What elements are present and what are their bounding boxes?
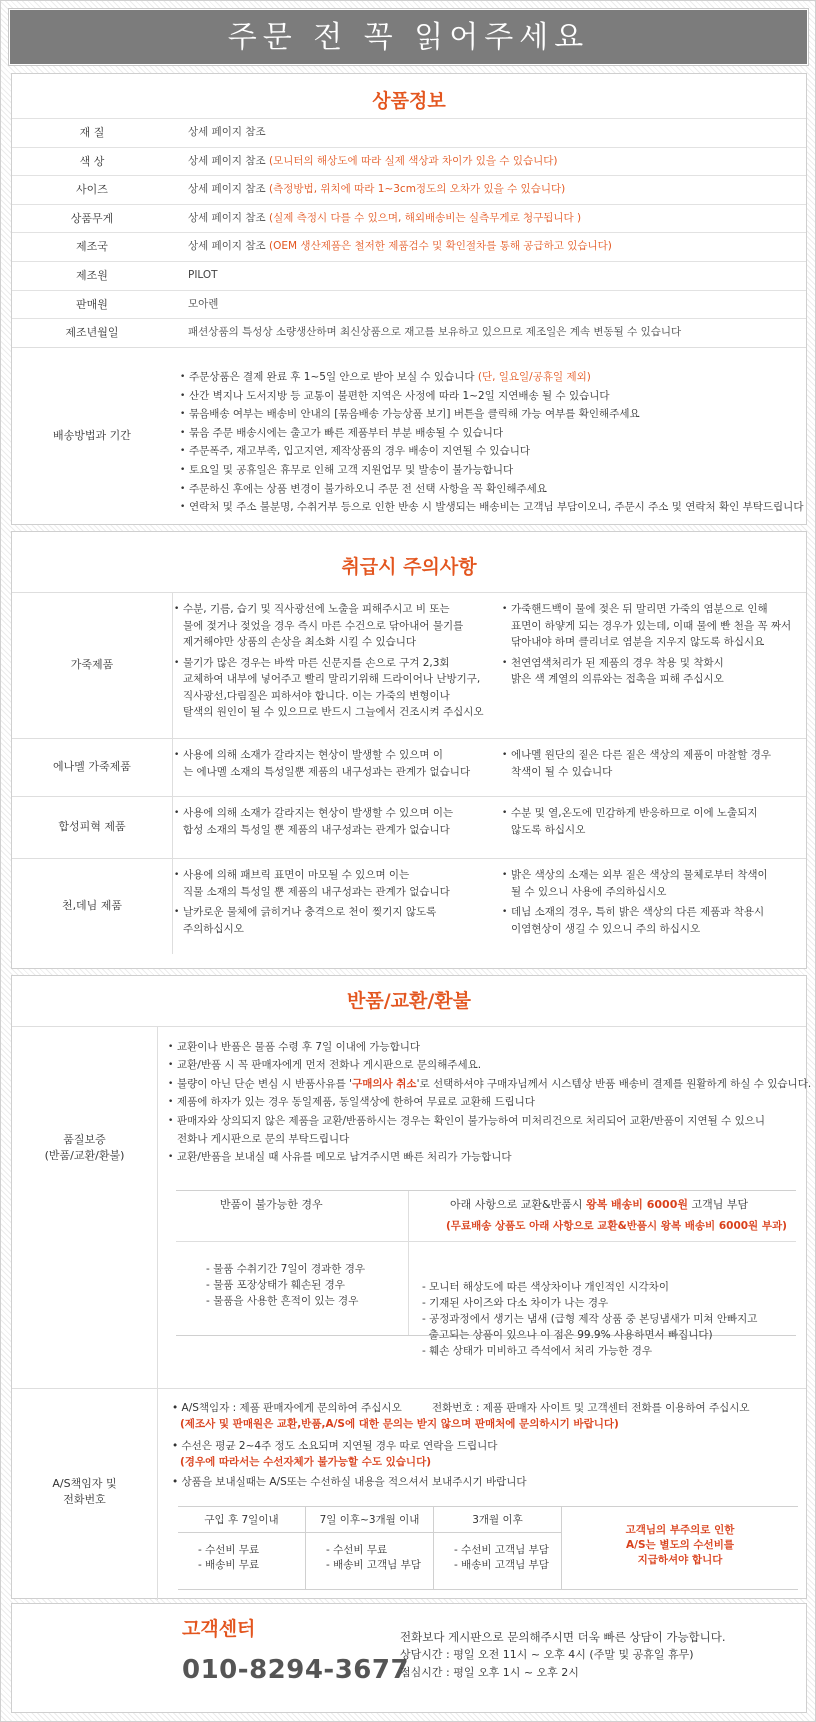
product-row-value	[188, 154, 558, 169]
shipping-item: • 산간 벽지나 도서지방 등 교통이 불편한 지역은 사정에 따라 1~2일 지연배송 될 수 있습니다	[180, 387, 803, 406]
care-line: 데님 소재의 경우, 특히 밝은 색상의 다른 제품과 착용시	[511, 906, 765, 918]
product-row-value	[188, 125, 266, 140]
value-note: (OEM 생산제품은 철저한 제품검수 및 확인절차를 통해 공급하고 있습니다)	[269, 240, 612, 253]
fee-sub: (무료배송 상품도 아래 사항으로 교환&반품시 왕복 배송비 6000원 부과)	[446, 1220, 787, 1232]
care-row	[12, 738, 806, 796]
no-return-items: - 물품 수취기간 7일이 경과한 경우 - 물품 포장상태가 훼손된 경우 - 물품을 사용한 흔적이 있는 경우	[206, 1263, 366, 1307]
as-col-line: - 배송비 고객님 부담	[326, 1559, 421, 1571]
as-label: A/S책임자 및 전화번호	[52, 1477, 117, 1506]
care-row-label: 합성피혁 제품	[58, 820, 126, 833]
product-info-section	[11, 73, 807, 525]
cs-info: 전화보다 게시판으로 문의해주시면 더욱 빠른 상담이 가능합니다. 상담시간 : 평일 오전 11시 ~ 오후 4시 (주말 및 공휴일 휴무) 점심시간 : 평일 오후 1시 ~ 오후 2시	[400, 1630, 726, 1679]
product-row-value	[188, 297, 218, 312]
fault-line: 지급하셔야 합니다	[637, 1554, 723, 1566]
care-item	[174, 655, 484, 721]
as-delay-note: (경우에 따라서는 수선자체가 불가능할 수도 있습니다)	[180, 1456, 432, 1468]
divider	[12, 1026, 806, 1027]
divider	[176, 1241, 796, 1242]
as-send: • 상품을 보내실때는 A/S또는 수선하실 내용을 적으셔서 보내주시기 바랍니다	[172, 1476, 527, 1488]
returns-item: • 교환/반품을 보내실 때 사유를 메모로 남겨주시면 빠른 처리가 가능합니다	[168, 1148, 811, 1166]
care-line: 에나멜 원단의 짙은 다른 짙은 색상의 제품이 마찰할 경우	[511, 749, 771, 761]
care-line: 사용에 의해 소재가 갈라지는 현상이 발생할 수 있으며 이	[183, 749, 443, 761]
care-item	[502, 805, 758, 838]
product-row-label: 제조년월일	[65, 326, 119, 340]
product-row	[12, 118, 806, 147]
value-text: 상세 페이지 참조	[188, 211, 266, 224]
shipping-item: • 주문상품은 결제 완료 후 1~5일 안으로 받아 보실 수 있습니다 (단, 일요일/공휴일 제외)	[180, 368, 803, 387]
care-right-list	[502, 601, 791, 692]
as-col-head: 3개월 이후	[434, 1507, 561, 1533]
divider	[408, 1191, 409, 1335]
as-col	[178, 1507, 306, 1589]
as-content	[172, 1400, 750, 1490]
as-col	[306, 1507, 434, 1589]
shipping-item: • 주문하신 후에는 상품 변경이 불가하오니 주문 전 선택 사항을 꼭 확인해주세요	[180, 480, 803, 499]
returns-title: 반품/교환/환불	[346, 990, 471, 1012]
fee-items: - 모니터 해상도에 따른 색상차이나 개인적인 시각차이 - 기재된 사이즈와 다소 차이가 나는 경우 - 공정과정에서 생기는 냄새 (급형 제작 상품 중 본딩냄새가 미쳐 안빠지고 출고되는 상품이 있으나 이 점은 99.9% 사용하면서 빠집니다) - 훼손 상태가 미비하고 즉석에서 처리 가능한 경우	[422, 1281, 758, 1357]
product-row-value	[188, 268, 218, 283]
care-item	[502, 867, 768, 900]
cs-phone: 010-8294-3677	[182, 1655, 410, 1685]
value-note: (실제 측정시 다를 수 있으며, 해외배송비는 실측무게로 청구됩니다 )	[269, 211, 582, 224]
care-item	[174, 805, 453, 838]
as-col-line: - 배송비 무료	[198, 1559, 260, 1571]
returns-section	[11, 975, 812, 1599]
care-row-label: 천,데님 제품	[61, 899, 123, 912]
shipping-item: • 연락처 및 주소 불분명, 수취거부 등으로 인한 반송 시 발생되는 배송비는 고객님 부담이오니, 주문시 주소 및 연락처 확인 부탁드립니다	[180, 498, 803, 517]
as-delay: • 수선은 평균 2~4주 정도 소요되며 지연될 경우 따로 연락을 드립니다	[172, 1440, 498, 1452]
care-item	[174, 904, 450, 937]
divider	[157, 1026, 158, 1600]
product-row-value	[188, 211, 581, 226]
care-line: 표면이 하얗게 되는 경우가 있는데, 이때 물에 빤 천을 꼭 짜서	[511, 619, 792, 632]
customer-center	[11, 1603, 807, 1713]
care-left-list	[174, 805, 453, 842]
shipping-item: • 토요일 및 공휴일은 휴무로 인해 고객 지원업무 및 발송이 불가능합니다	[180, 461, 803, 480]
as-col-line: - 수선비 고객님 부담	[454, 1544, 549, 1556]
care-line: 착색이 될 수 있습니다	[511, 765, 613, 778]
care-item	[174, 867, 450, 900]
care-item	[174, 601, 484, 651]
shipping-list	[180, 368, 803, 517]
no-return-head: 반품이 불가능한 경우	[220, 1198, 323, 1211]
returns-item: • 불량이 아닌 단순 변심 시 반품사유를 '구매의사 취소'로 선택하셔야 구매자님께서 시스템상 반품 배송비 결제를 원활하게 하실 수 있습니다.	[168, 1075, 811, 1093]
product-row-label: 재 질	[79, 126, 105, 139]
care-line: 수분 및 열,온도에 민감하게 반응하므로 이에 노출되지	[511, 807, 758, 819]
care-line: 수분, 기름, 습기 및 직사광선에 노출을 피해주시고 비 또는	[183, 603, 450, 615]
care-line: 이염현상이 생길 수 있으니 주의 하십시오	[511, 922, 701, 935]
product-row-value	[188, 325, 681, 340]
care-line: 제거해야만 상품의 손상을 최소화 시킬 수 있습니다	[183, 636, 417, 648]
product-row-label: 판매원	[76, 297, 108, 311]
care-line: 는 에나멜 소재의 특성일뿐 제품의 내구성과는 관계가 없습니다	[183, 765, 471, 778]
care-right-list	[502, 747, 771, 784]
care-line: 합성 소재의 특성일 뿐 제품의 내구성과는 관계가 없습니다	[183, 823, 450, 836]
care-line: 밝은 색상의 소재는 외부 짙은 색상의 물체로부터 착색이	[511, 869, 768, 881]
product-info-title: 상품정보	[372, 90, 446, 112]
care-item	[502, 601, 791, 651]
value-text: 상세 페이지 참조	[188, 154, 266, 167]
care-line: 닦아내야 하며 클리너로 염분을 지우지 않도록 하십시요	[511, 636, 765, 648]
care-row	[12, 796, 806, 858]
as-col-head: 7일 이후~3개월 이내	[306, 1507, 433, 1533]
product-row-label: 사이즈	[76, 183, 108, 197]
value-text: 상세 페이지 참조	[188, 126, 266, 138]
care-line: 직물 소재의 특성일 뿐 제품의 내구성과는 관계가 없습니다	[183, 885, 450, 898]
care-line: 사용에 의해 소재가 갈라지는 현상이 발생할 수 있으며 이는	[183, 807, 454, 819]
care-item	[502, 904, 768, 937]
care-item	[502, 747, 771, 780]
notice-banner: 주문 전 꼭 읽어주세요	[9, 9, 808, 65]
shipping-item: • 묶음 주문 배송시에는 출고가 빠른 제품부터 부분 배송될 수 있습니다	[180, 424, 803, 443]
returns-item: • 판매자와 상의되지 않은 제품을 교환/반품하시는 경우는 확인이 불가능하여 미처리건으로 처리되어 교환/반품이 지연될 수 있으니 전화나 게시판으로 문의 부탁드립니다	[168, 1112, 811, 1149]
value-text: 모아렌	[188, 297, 219, 310]
product-row	[12, 318, 806, 347]
care-section	[11, 531, 807, 969]
as-fault-note	[568, 1523, 792, 1568]
returns-table	[176, 1190, 796, 1357]
shipping-item: • 주문폭주, 재고부족, 입고지연, 제작상품의 경우 배송이 지연될 수 있습니다	[180, 442, 803, 461]
product-row-label: 제조국	[76, 240, 108, 254]
care-row	[12, 858, 806, 954]
value-note: (모니터의 해상도에 따라 실제 색상과 차이가 있을 수 있습니다)	[269, 154, 558, 167]
product-row	[12, 175, 806, 204]
care-row-label: 가죽제품	[70, 658, 114, 671]
as-resp-note: (제조사 및 판매원은 교환,반품,A/S에 대한 문의는 받지 않으며 판매처에 문의하시기 바랍니다)	[180, 1418, 619, 1430]
care-line: 교체하여 내부에 넣어주고 빨리 말리기위해 드라이어나 난방기구,	[183, 673, 481, 685]
returns-list	[168, 1038, 811, 1167]
returns-item: • 제품에 하자가 있는 경우 동일제품, 동일색상에 한하여 무료로 교환해 드립니다	[168, 1093, 811, 1111]
care-left-list	[174, 867, 450, 941]
as-col-line: - 수선비 무료	[198, 1544, 260, 1556]
value-text: 패션상품의 특성상 소량생산하며 최신상품으로 재고를 보유하고 있으므로 제조일은 계속 변동될 수 있습니다	[188, 326, 682, 339]
care-row-label: 에나멜 가죽제품	[53, 760, 131, 773]
care-line: 천연염색처리가 된 제품의 경우 착용 및 착화시	[511, 656, 724, 669]
product-row	[12, 232, 806, 261]
care-line: 밝은 색 계열의 의류와는 접촉을 피해 주십시오	[511, 673, 724, 685]
care-title: 취급시 주의사항	[341, 556, 477, 578]
product-row	[12, 147, 806, 176]
divider	[12, 347, 806, 348]
returns-item: • 교환이나 반품은 물품 수령 후 7일 이내에 가능합니다	[168, 1038, 811, 1056]
shipping-label: 배송방법과 기간	[53, 429, 131, 442]
product-row-value	[188, 239, 612, 254]
product-row	[12, 290, 806, 319]
as-col-head: 구입 후 7일이내	[178, 1507, 305, 1533]
care-item	[174, 747, 470, 780]
care-item	[502, 655, 791, 688]
as-fee-table	[178, 1506, 798, 1590]
care-line: 않도록 하십시오	[511, 823, 586, 836]
warranty-label: 품질보증 (반품/교환/환불)	[44, 1133, 125, 1162]
care-left-list	[174, 601, 484, 725]
care-left-list	[174, 747, 470, 784]
returns-item: • 교환/반품 시 꼭 판매자에게 먼저 전화나 게시판으로 문의해주세요.	[168, 1056, 811, 1074]
shipping-row	[12, 364, 806, 514]
care-line: 될 수 있으니 사용에 주의하십시오	[511, 885, 667, 898]
fee-head: 아래 사항으로 교환&반품시 왕복 배송비 6000원 고객님 부담	[450, 1198, 749, 1211]
care-line: 물기가 많은 경우는 바싹 마른 신문지를 손으로 구겨 2,3회	[183, 656, 450, 669]
product-row	[12, 204, 806, 233]
as-col-body	[306, 1533, 433, 1573]
care-line: 사용에 의해 패브릭 표면이 마모될 수 있으며 이는	[183, 869, 410, 881]
as-col-line: - 배송비 고객님 부담	[454, 1559, 549, 1571]
care-line: 주의하십시오	[183, 922, 244, 935]
product-row	[12, 261, 806, 290]
value-text: 상세 페이지 참조	[188, 240, 266, 253]
care-row	[12, 592, 806, 738]
as-col-body	[434, 1533, 561, 1573]
product-row-label: 색 상	[79, 154, 105, 168]
product-row-label: 제조원	[76, 269, 108, 282]
care-right-list	[502, 805, 758, 842]
cs-title: 고객센터	[182, 1618, 256, 1640]
care-line: 직사광선,다림질은 피하셔야 합니다. 이는 가죽의 변형이나	[183, 689, 450, 702]
fault-line: A/S는 별도의 수선비를	[626, 1539, 734, 1551]
as-col-line: - 수선비 무료	[326, 1544, 388, 1556]
care-line: 물에 젖거나 젖었을 경우 즉시 마른 수건으로 닦아내어 물기를	[183, 619, 464, 632]
product-row-label: 상품무게	[70, 211, 114, 225]
care-line: 가죽핸드백이 물에 젖은 뒤 말리면 가죽의 염분으로 인해	[511, 603, 768, 615]
divider	[172, 592, 173, 954]
as-col-body	[178, 1533, 305, 1573]
shipping-item: • 묶음배송 여부는 배송비 안내의 [묶음배송 가능상품 보기] 버튼을 클릭해 가능 여부를 확인해주세요	[180, 405, 803, 424]
care-right-list	[502, 867, 768, 941]
value-text: PILOT	[188, 269, 218, 281]
product-row-value	[188, 182, 565, 197]
value-text: 상세 페이지 참조	[188, 183, 266, 196]
care-line: 탈색의 원인이 될 수 있으므로 반드시 그늘에서 건조시켜 주십시오	[183, 706, 484, 718]
as-col	[434, 1507, 562, 1589]
fault-line: 고객님의 부주의로 인한	[625, 1524, 735, 1536]
as-resp-line: • A/S책임자 : 제품 판매자에게 문의하여 주십시오 전화번호 : 제품 판매자 사이트 및 고객센터 전화를 이용하여 주십시오	[172, 1402, 750, 1414]
value-note: (측정방법, 위치에 따라 1~3cm정도의 오차가 있을 수 있습니다)	[269, 183, 566, 196]
care-line: 날카로운 물체에 긁히거나 충격으로 천이 찢기지 않도록	[183, 906, 437, 918]
